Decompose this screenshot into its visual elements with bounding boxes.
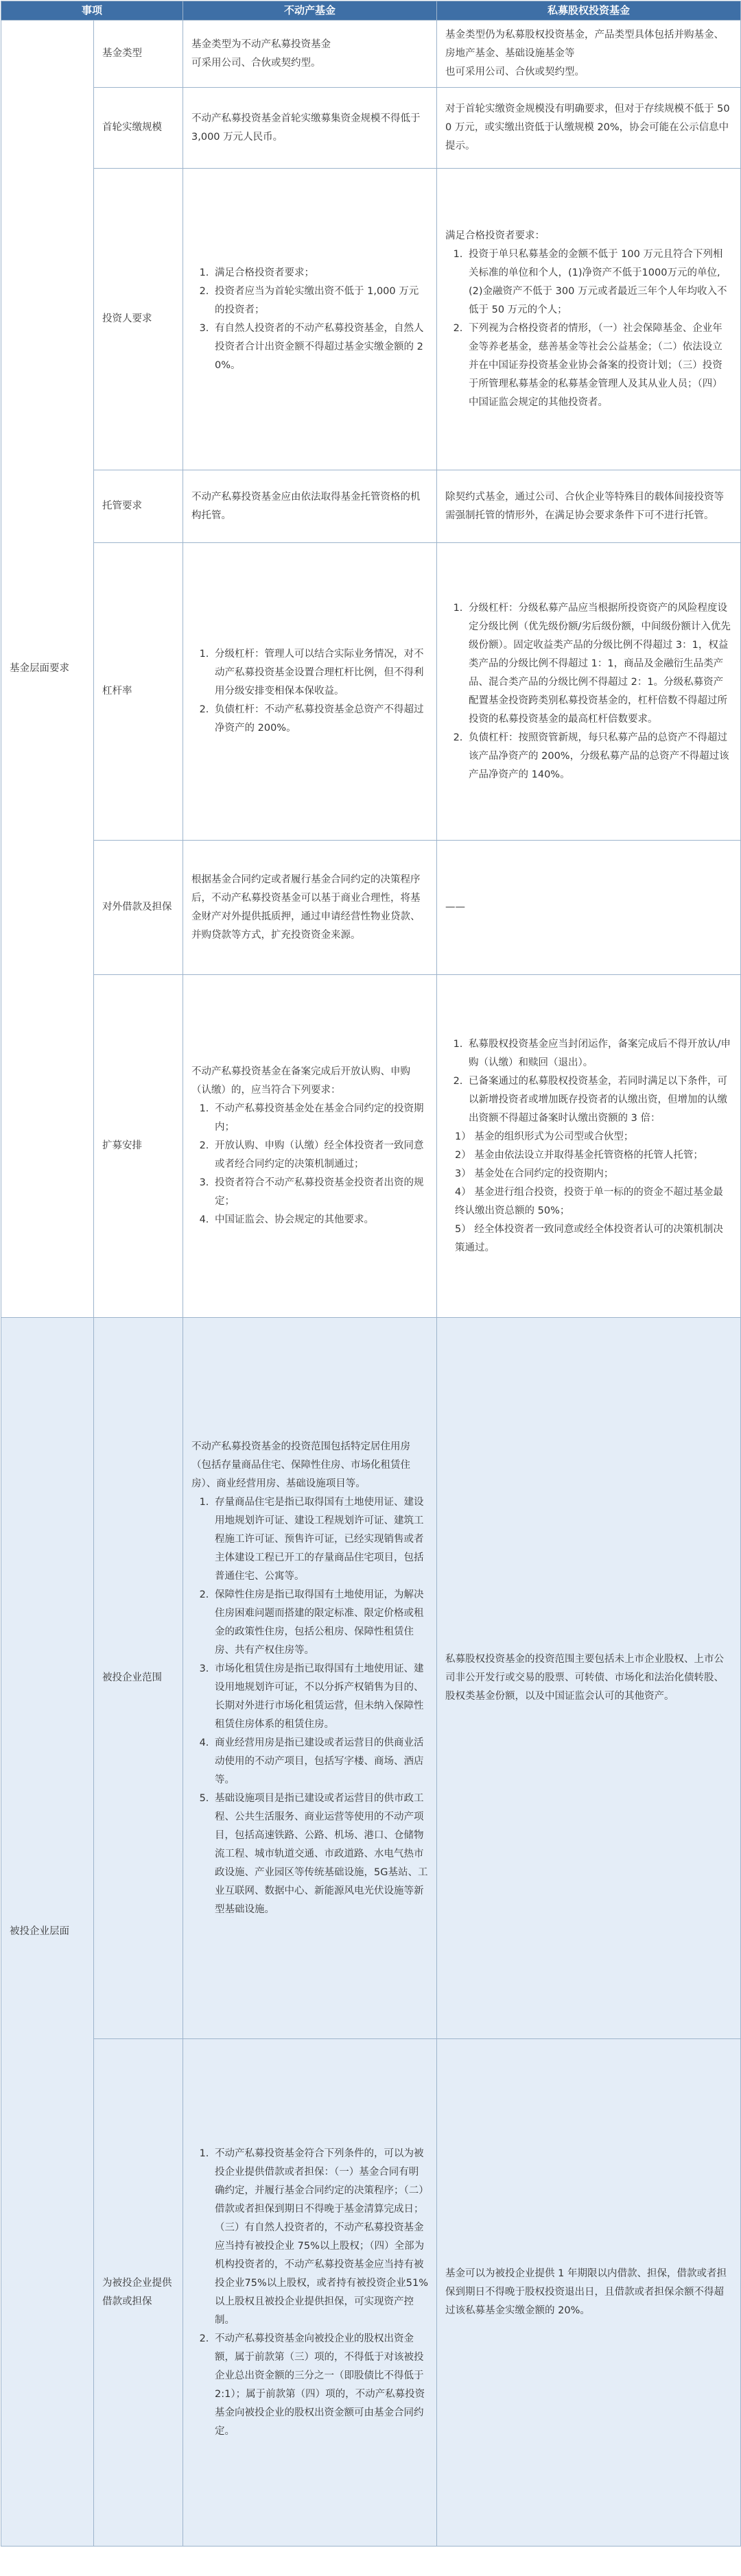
row-borrow — [1, 841, 741, 975]
header-item: 事项 — [1, 1, 183, 21]
list-item: 1. 不动产私募投资基金符合下列条件的，可以为被投企业提供借款或者担保：（一）基金合同有明确约定，并履行基金合同约定的决策程序；（二）借款或者担保到期日不得晚于基金清算完成日；（三）有自然人投资者的，不动产私募投资基金应当持有被投企业 75%以上股权；（四）全部为机构投资者的，不动产私募投资基金应当持有被投企业75%以上股权，或者持有被投资企业51%以上股权且被投企业提供担保，可实现资产控制。 — [212, 2145, 428, 2330]
list-item: 1. 投资于单只私募基金的金额不低于 100 万元且符合下列相关标准的单位和个人，(1)净资产不低于1000万元的单位,(2)金融资产不低于 300 万元或者最近三年个人年均收入不低于 50 万元的个人； — [466, 245, 732, 320]
list-item: 2. 开放认购、申购（认缴）经全体投资者一致同意或者经合同约定的决策机制通过； — [212, 1137, 428, 1174]
cell-intro: 不动产私募投资基金的投资范围包括特定居住用房（包括存量商品住宅、保障性住房、市场化租赁住房）、商业经营用房、基础设施项目等。 — [191, 1441, 411, 1489]
row-investor — [1, 169, 741, 470]
cell-pe: 除契约式基金，通过公司、合伙企业等特殊目的载体间接投资等需强制托管的情形外，在满足协会要求条件下可不进行托管。 — [437, 470, 741, 543]
list-item: 3. 投资者符合不动产私募投资基金投资者出资的规定； — [212, 1174, 428, 1211]
list-item: 1. 私募股权投资基金应当封闭运作，备案完成后不得开放认/申购（认缴）和赎回（退出）。 — [466, 1035, 732, 1072]
list-item: 2. 负债杠杆：不动产私募投资基金总资产不得超过净资产的 200%。 — [212, 701, 428, 738]
cell-pe: 基金可以为被投企业提供 1 年期限以内借款、担保，借款或者担保到期日不得晚于股权投资退出日，且借款或者担保余额不得超过该私募基金实缴金额的 20%。 — [437, 2039, 741, 2547]
row-fund-type — [1, 21, 741, 88]
sub-item: 4） 基金进行组合投资，投资于单一标的的资金不超过基金最终认缴出资总额的 50%； — [455, 1186, 723, 1216]
cell-intro: 满足合格投资者要求： — [445, 230, 545, 241]
cell-pe: 对于首轮实缴资金规模没有明确要求，但对于存续规模不低于 500 万元，或实缴出资低于认缴规模 20%，协会可能在公示信息中提示。 — [437, 88, 741, 169]
row-label: 对外借款及担保 — [94, 841, 183, 975]
cell-pe — [437, 543, 741, 841]
cell-pe: 私募股权投资基金的投资范围主要包括未上市企业股权、上市公司非公开发行或交易的股票、可转债、市场化和法治化债转股、股权类基金份额，以及中国证监会认可的其他资产。 — [437, 1318, 741, 2039]
list-item: 4. 商业经营用房是指已建设或者运营目的供商业活动使用的不动产项目，包括写字楼、商场、酒店等。 — [212, 1734, 428, 1790]
cell-realestate — [183, 2039, 437, 2547]
cell-realestate — [183, 1318, 437, 2039]
row-label: 杠杆率 — [94, 543, 183, 841]
row-label: 为被投企业提供借款或担保 — [94, 2039, 183, 2547]
list-item: 2. 下列视为合格投资者的情形，（一）社会保障基金、企业年金等养老基金，慈善基金等社会公益基金；（二）依法设立并在中国证券投资基金业协会备案的投资计划；（三）投资于所管理私募基金的私募基金管理人及其从业人员；（四）中国证监会规定的其他投资者。 — [466, 320, 732, 412]
table-header-row — [1, 1, 741, 21]
cell-realestate — [183, 169, 437, 470]
cell-realestate — [183, 975, 437, 1318]
cell-realestate — [183, 543, 437, 841]
sub-item: 5） 经全体投资者一致同意或经全体投资者认可的决策机制决策通过。 — [455, 1223, 723, 1253]
group-fund-level: 基金层面要求 — [1, 21, 94, 1318]
list-item: 1. 满足合格投资者要求； — [212, 264, 428, 282]
sub-item: 1） 基金的组织形式为公司型或合伙型； — [455, 1131, 634, 1142]
sub-item: 2） 基金由依法设立并取得基金托管资格的托管人托管； — [455, 1149, 703, 1161]
list-item: 2. 不动产私募投资基金向被投企业的股权出资金额，属于前款第（三）项的，不得低于对该被投企业总出资金额的三分之一（即股债比不得低于 2:1）；属于前款第（四）项的，不动产私募投资基金向被投企业的股权出资金额可由基金合同约定。 — [212, 2330, 428, 2441]
row-label: 被投企业范围 — [94, 1318, 183, 2039]
cell-realestate: 根据基金合同约定或者履行基金合同约定的决策程序后，不动产私募投资基金可以基于商业合理性，将基金财产对外提供抵质押，通过申请经营性物业贷款、并购贷款等方式，扩充投资资金来源。 — [183, 841, 437, 975]
list-item: 2. 负债杠杆：按照资管新规，每只私募产品的总资产不得超过该产品净资产的 200%，分级私募产品的总资产不得超过该产品净资产的 140%。 — [466, 729, 732, 784]
row-label: 托管要求 — [94, 470, 183, 543]
cell-pe — [437, 169, 741, 470]
list-item: 3. 有自然人投资者的不动产私募投资基金，自然人投资者合计出资金额不得超过基金实缴金额的 20%。 — [212, 320, 428, 375]
header-pe-fund: 私募股权投资基金 — [437, 1, 741, 21]
row-scale — [1, 88, 741, 169]
row-label: 扩募安排 — [94, 975, 183, 1318]
list-item: 2. 保障性住房是指已取得国有土地使用证，为解决住房困难问题而搭建的限定标准、限定价格或租金的政策性住房，包括公租房、保障性租赁住房、共有产权住房等。 — [212, 1586, 428, 1660]
cell-realestate: 不动产私募投资基金首轮实缴募集资金规模不得低于 3,000 万元人民币。 — [183, 88, 437, 169]
cell-pe — [437, 841, 741, 975]
list-item: 3. 市场化租赁住房是指已取得国有土地使用证、建设用地规划许可证，不以分拆产权销售为目的、长期对外进行市场化租赁运营，但未纳入保障性租赁住房体系的租赁住房。 — [212, 1660, 428, 1734]
cell-intro: 不动产私募投资基金在备案完成后开放认购、申购（认缴）的，应当符合下列要求： — [191, 1066, 411, 1096]
row-leverage — [1, 543, 741, 841]
list-item: 1. 分级杠杆：管理人可以结合实际业务情况，对不动产私募投资基金设置合理杠杆比例，但不得利用分级安排变相保本保收益。 — [212, 645, 428, 701]
comparison-table — [1, 1, 741, 2547]
empty-dash: —— — [445, 902, 466, 913]
list-item: 2. 已备案通过的私募股权投资基金，若同时满足以下条件，可以新增投资者或增加既存投资者的认缴出资，但增加的认缴出资额不得超过备案时认缴出资额的 3 倍： — [466, 1072, 732, 1128]
list-item: 1. 存量商品住宅是指已取得国有土地使用证、建设用地规划许可证、建设工程规划许可证、建筑工程施工许可证、预售许可证，已经实现销售或者主体建设工程已开工的存量商品住宅项目，包括普通住宅、公寓等。 — [212, 1493, 428, 1586]
row-loan — [1, 2039, 741, 2547]
row-scope — [1, 1318, 741, 2039]
row-label: 首轮实缴规模 — [94, 88, 183, 169]
row-label: 投资人要求 — [94, 169, 183, 470]
list-item: 1. 不动产私募投资基金处在基金合同约定的投资期内； — [212, 1100, 428, 1137]
cell-realestate: 不动产私募投资基金应由依法取得基金托管资格的机构托管。 — [183, 470, 437, 543]
list-item: 5. 基础设施项目是指已建设或者运营目的供市政工程、公共生活服务、商业运营等使用的不动产项目，包括高速铁路、公路、机场、港口、仓储物流工程、城市轨道交通、市政道路、水电气热市政设施、产业园区等传统基础设施，5G基站、工业互联网、数据中心、新能源风电光伏设施等新型基础设施。 — [212, 1790, 428, 1919]
group-company-level: 被投企业层面 — [1, 1318, 94, 2547]
list-item: 1. 分级杠杆：分级私募产品应当根据所投资资产的风险程度设定分级比例（优先级份额/劣后级份额，中间级份额计入优先级份额）。固定收益类产品的分级比例不得超过 3：1，权益类产品的分级比例不得超过 1：1，商品及金融衍生品类产品、混合类产品的分级比例不得超过 2：1。分级私募资产配置基金投资跨类别私募投资基金的，杠杆倍数不得超过所投资的私募投资基金的最高杠杆倍数要求。 — [466, 599, 732, 729]
header-realestate-fund: 不动产基金 — [183, 1, 437, 21]
row-custody — [1, 470, 741, 543]
sub-item: 3） 基金处在合同约定的投资期内； — [455, 1168, 614, 1179]
row-label: 基金类型 — [94, 21, 183, 88]
row-expand — [1, 975, 741, 1318]
list-item: 2. 投资者应当为首轮实缴出资不低于 1,000 万元的投资者； — [212, 282, 428, 320]
cell-pe — [437, 975, 741, 1318]
list-item: 4. 中国证监会、协会规定的其他要求。 — [212, 1211, 428, 1229]
cell-pe: 基金类型仍为私募股权投资基金，产品类型具体包括并购基金、房地产基金、基础设施基金等 也可采用公司、合伙或契约型。 — [437, 21, 741, 88]
cell-realestate: 基金类型为不动产私募投资基金 可采用公司、合伙或契约型。 — [183, 21, 437, 88]
